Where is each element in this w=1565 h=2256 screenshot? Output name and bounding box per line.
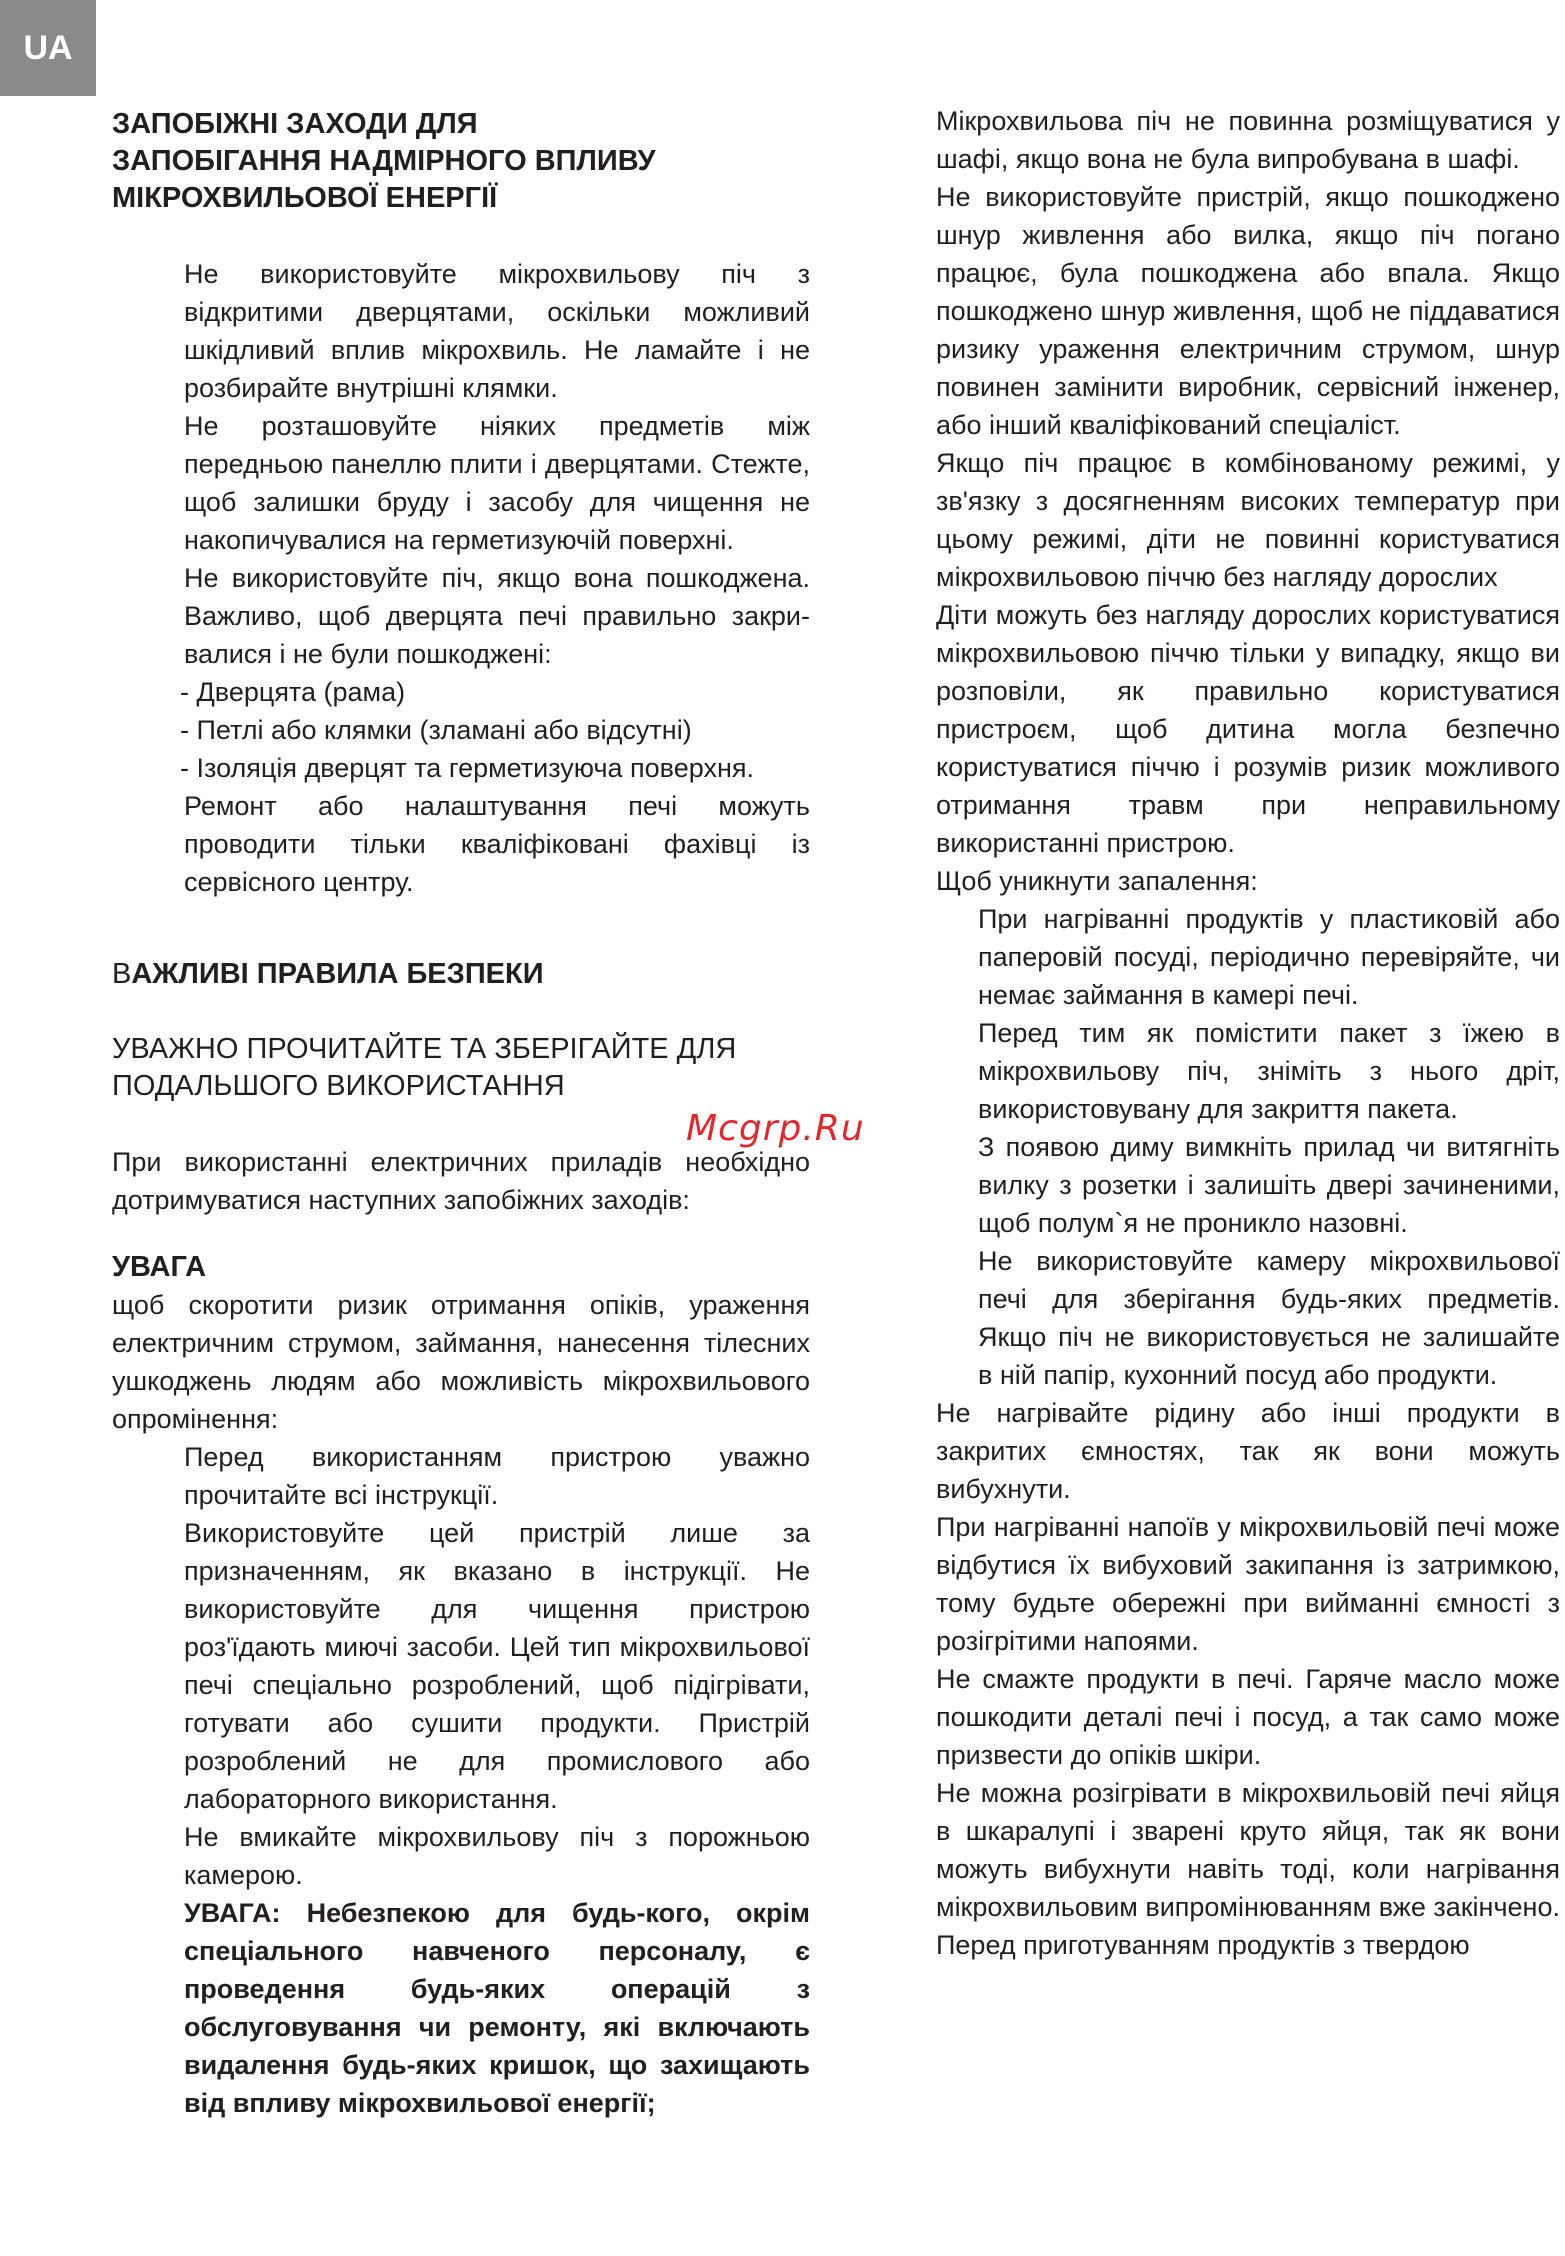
paragraph: Щоб уникнути запалення:	[936, 866, 1258, 896]
paragraph: Перед використанням пристрою уважно прочитайте всі інструкції.	[184, 1442, 810, 1510]
paragraph: Не використовуйте камеру мікрохвильової печі для зберігання будь-яких предметів. Якщо піч не використовується не залишайте в ній папір, кухонний посуд або продукти.	[978, 1246, 1560, 1390]
paragraph: Використовуйте цей пристрій лише за призначенням, як вказано в інструкції. Не використовуйте для чищення пристрою роз'їдають миючі засоби. Цей тип мікрохвильової печі спеціально розроблений, щоб підігрівати, готувати або сушити продукти. Пристрій розроблений не для промислового або лабораторного використання.	[184, 1518, 810, 1814]
paragraph: Діти можуть без нагляду дорослих користуватися мікрохвильовою піччю тільки у випадку, якщо ви розповіли, як правильно користуватися пристроєм, щоб дитина могла безпечно користуватися піччю і розумів ризик можливого отримання травм при неправильному використанні пристрою.	[936, 600, 1560, 858]
right-column	[936, 102, 1560, 1964]
paragraph: При нагріванні напоїв у мікрохвильовій печі може відбутися їх вибуховий закипання із затримкою, тому будьте обережні при вийманні ємності з розігрітими напоями.	[936, 1512, 1560, 1656]
intro-paragraph: При використанні електричних приладів необхідно дотримуватися наступних запобіжних заходів:	[112, 1147, 810, 1215]
list-item: - Ізоляція дверцят та герметизуюча поверхня.	[180, 753, 754, 783]
paragraph: Не використовуйте пристрій, якщо пошкоджено шнур живлення або вилка, якщо піч погано працює, була пошкоджена або впала. Якщо пошкоджено шнур живлення, щоб не піддаватися ризику ураження електричним струмом, шнур повинен замінити виробник, сервісний інженер, або інший кваліфікований спеціаліст.	[936, 182, 1560, 440]
paragraph: Ремонт або налаштування печі можуть проводити тільки кваліфіковані фахівці із сервісного центру.	[184, 791, 810, 897]
paragraph: Не смажте продукти в печі. Гаряче масло може пошкодити деталі печі і посуд, а так само може призвести до опіків шкіри.	[936, 1664, 1560, 1770]
paragraph: Не розташовуйте ніяких предметів між передньою панеллю плити і дверцятами. Стежте, щоб залишки бруду і засобу для чищення не накопичувалися на герметизуючій поверхні.	[184, 411, 810, 555]
paragraph: Не використовуйте мікрохвильову піч з відкритими дверцятами, оскільки можливий шкідливий вплив мікрохвиль. Не ламайте і не розбирайте внутрішні клямки.	[184, 259, 810, 403]
section-title-safety-rules: ВАЖЛИВІ ПРАВИЛА БЕЗПЕКИ	[112, 958, 544, 990]
paragraph: Перед приготуванням продуктів з твердою	[936, 1930, 1470, 1960]
paragraph: Якщо піч працює в комбінованому режимі, у зв'язку з досягненням високих температур при цьому режимі, діти не повинні користуватися мікрохвильовою піччю без нагляду дорослих	[936, 448, 1560, 592]
paragraph: З появою диму вимкніть прилад чи витягніть вилку з розетки і залишіть двері зачиненими, щоб полум`я не проникло назовні.	[978, 1132, 1560, 1238]
paragraph: При нагріванні продуктів у пластиковій або паперовій посуді, періодично перевіряйте, чи немає займання в камері печі.	[978, 904, 1560, 1010]
paragraph: Перед тим як помістити пакет з їжею в мікрохвильову піч, зніміть з нього дріт, використовувану для закриття пакета.	[978, 1018, 1560, 1124]
paragraph: Не нагрівайте рідину або інші продукти в закритих ємностях, так як вони можуть вибухнути.	[936, 1398, 1560, 1504]
watermark: Mcgrp.Ru	[686, 1108, 865, 1149]
section-title-read-and-keep: УВАЖНО ПРОЧИТАЙТЕ ТА ЗБЕРІГАЙТЕ ДЛЯ ПОДАЛЬШОГО ВИКОРИСТАННЯ	[112, 1033, 737, 1102]
list-item: - Дверцята (рама)	[180, 677, 406, 707]
paragraph: Не можна розігрівати в мікрохвильовій печі яйця в шкаралупі і зварені круто яйця, так як вони можуть вибухнути навіть тоді, коли нагрівання мікрохвильовим випромінюванням вже закінчено.	[936, 1778, 1560, 1922]
paragraph: Не використовуйте піч, якщо вона пошкоджена. Важливо, щоб дверцята печі правильно закри-валися і не були пошкоджені:	[184, 563, 810, 669]
list-item: - Петлі або клямки (зламані або відсутні)	[180, 715, 692, 745]
warning-paragraph: щоб скоротити ризик отримання опіків, ураження електричним струмом, займання, нанесення тілесних ушкоджень людям або можливість мікрохвильового опромінення:	[112, 1290, 810, 1434]
bold-warning-paragraph: УВАГА: Небезпекою для будь-кого, окрім спеціального навченого персоналу, є проведення будь-яких операцій з обслуговування чи ремонту, які включають видалення будь-яких кришок, що захищають від впливу мікрохвильової енергії;	[184, 1898, 810, 2118]
warning-title: УВАГА	[112, 1251, 207, 1283]
paragraph: Не вмикайте мікрохвильову піч з порожньою камерою.	[184, 1822, 810, 1890]
paragraph: Мікрохвильова піч не повинна розміщуватися у шафі, якщо вона не була випробувана в шафі.	[936, 106, 1560, 174]
section-title-microwave-precautions: ЗАПОБІЖНІ ЗАХОДИ ДЛЯ ЗАПОБІГАННЯ НАДМІРНОГО ВПЛИВУ МІКРОХВИЛЬОВОЇ ЕНЕРГІЇ	[112, 108, 656, 214]
language-tab: UA	[0, 0, 96, 96]
